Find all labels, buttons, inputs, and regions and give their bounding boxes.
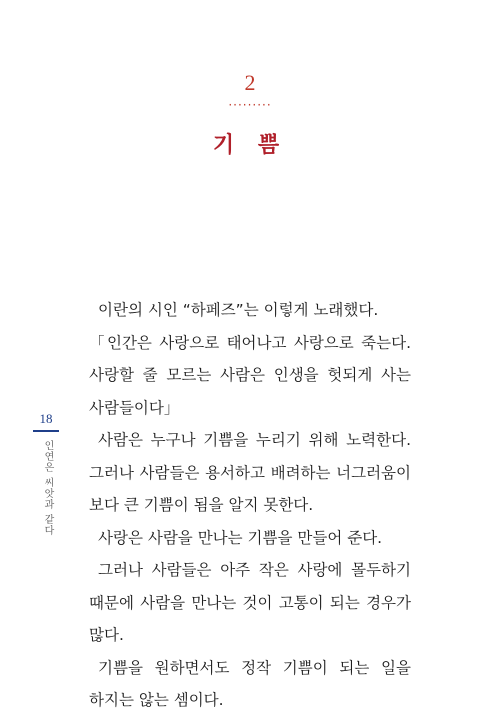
page-number: 18: [39, 411, 53, 426]
paragraph: 그러나 사람들은 아주 작은 사랑에 몰두하기 때문에 사람을 만나는 것이 고통이 되는 경우가 많다.: [89, 561, 411, 644]
running-head: 인연은 씨앗과 같다: [42, 440, 53, 537]
chapter-divider-dots: ·········: [228, 98, 272, 112]
paragraph: 기쁨을 원하면서도 정작 기쁨이 되는 일을 하지는 않는 셈이다.: [89, 658, 411, 709]
chapter-title: 기 쁨: [212, 133, 288, 158]
page-number-rule: [33, 430, 59, 432]
paragraph: 「인간은 사랑으로 태어나고 사랑으로 죽는다. 사랑할 줄 모르는 사람은 인생을 헛되게 사는 사람들이다」: [89, 333, 411, 417]
paragraph: 사람은 누구나 기쁨을 누리기 위해 노력한다. 그러나 사람들은 용서하고 배려하는 너그러움이 보다 큰 기쁨이 됨을 알지 못한다.: [89, 431, 411, 514]
chapter-number: 2: [244, 70, 256, 95]
paragraph: 이란의 시인 “하페즈”는 이렇게 노래했다.: [98, 301, 379, 319]
paragraph: 사랑은 사람을 만나는 기쁨을 만들어 준다.: [98, 528, 383, 547]
body-text: [89, 294, 411, 717]
